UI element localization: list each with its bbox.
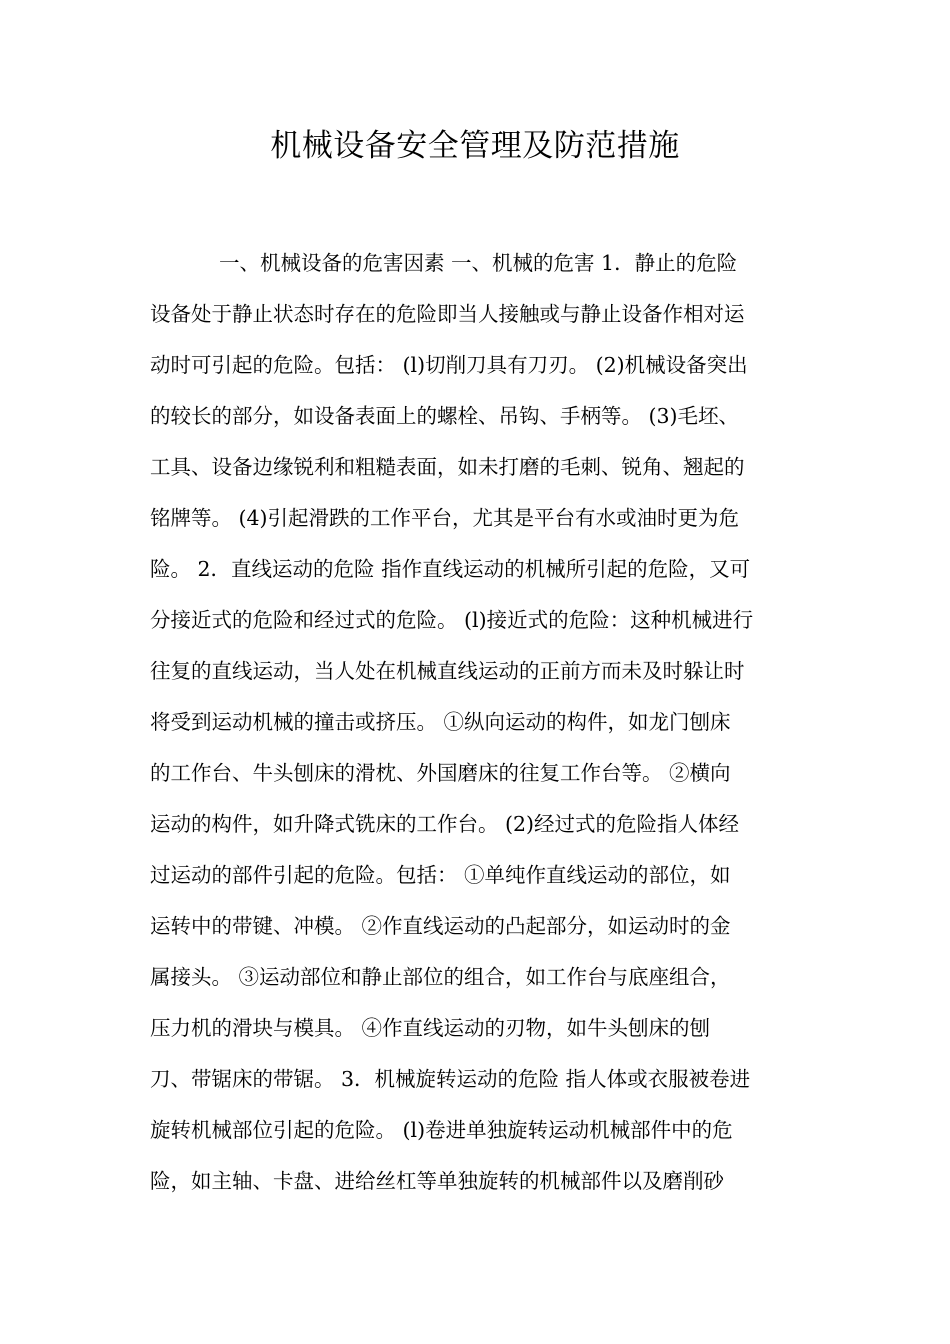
paragraph-line: 往复的直线运动，当人处在机械直线运动的正前方而未及时躲让时 — [150, 659, 745, 683]
paragraph-line: 工具、设备边缘锐利和粗糙表面，如未打磨的毛刺、锐角、翘起的 — [150, 455, 745, 479]
paragraph-line: 运动的构件，如升降式铣床的工作台。 (2)经过式的危险指人体经 — [150, 812, 740, 836]
paragraph-line: 设备处于静止状态时存在的危险即当人接触或与静止设备作相对运 — [150, 302, 745, 326]
paragraph-line: 的工作台、牛头刨床的滑枕、外国磨床的往复工作台等。 ②横向 — [150, 761, 731, 785]
paragraph-line: 将受到运动机械的撞击或挤压。 ①纵向运动的构件，如龙门刨床 — [150, 710, 731, 734]
paragraph-line: 刀、带锯床的带锯。 3．机械旋转运动的危险 指人体或衣服被卷进 — [150, 1067, 751, 1091]
paragraph-line: 铭牌等。 (4)引起滑跌的工作平台，尤其是平台有水或油时更为危 — [150, 506, 740, 530]
paragraph-line: 分接近式的危险和经过式的危险。 (l)接近式的危险：这种机械进行 — [150, 608, 754, 632]
paragraph-line: 的较长的部分，如设备表面上的螺栓、吊钩、手柄等。 (3)毛坯、 — [150, 404, 740, 428]
paragraph-line: 运转中的带键、冲模。 ②作直线运动的凸起部分，如运动时的金 — [150, 914, 731, 938]
paragraph-line: 险，如主轴、卡盘、进给丝杠等单独旋转的机械部件以及磨削砂 — [150, 1169, 724, 1193]
document-title: 机械设备安全管理及防范措施 — [270, 128, 680, 164]
paragraph-line: 属接头。 ③运动部位和静止部位的组合，如工作台与底座组合， — [150, 965, 731, 989]
paragraph-line: 压力机的滑块与模具。 ④作直线运动的刃物，如牛头刨床的刨 — [150, 1016, 711, 1040]
paragraph-line: 过运动的部件引起的危险。包括： ①单纯作直线运动的部位，如 — [150, 863, 731, 887]
paragraph-line: 险。 2．直线运动的危险 指作直线运动的机械所引起的危险，又可 — [150, 557, 751, 581]
paragraph-line: 动时可引起的危险。包括： (l)切削刀具有刀刃。 (2)机械设备突出 — [150, 353, 748, 377]
paragraph-line: 一、机械设备的危害因素 一、机械的危害 1．静止的危险 — [219, 251, 738, 275]
paragraph-line: 旋转机械部位引起的危险。 (l)卷进单独旋转运动机械部件中的危 — [150, 1118, 733, 1142]
